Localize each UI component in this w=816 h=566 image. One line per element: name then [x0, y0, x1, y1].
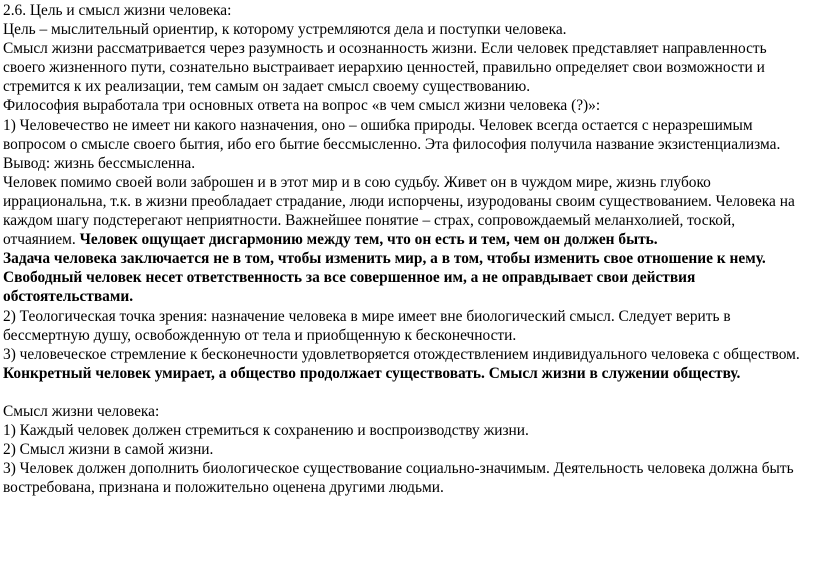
- summary-item-2: 2) Смысл жизни в самой жизни.: [3, 441, 214, 459]
- blank-line: [3, 383, 810, 402]
- existential-bold-text: Человек ощущает дисгармонию между тем, что он есть и тем, чем он должен быть.: [79, 231, 658, 249]
- goal-definition: Цель – мыслительный ориентир, к которому устремляются дела и поступки человека.: [3, 21, 567, 39]
- conclusion-line: Вывод: жизнь бессмысленна.: [3, 154, 196, 172]
- section-heading: 2.6. Цель и смысл жизни человека:: [3, 2, 232, 19]
- meaning-paragraph: Смысл жизни рассматривается через разумность и осознанность жизни. Если человек представляет направленность своего жизненного пути, сознательно выстраивает иерархию ценностей, правильно определяет свои возможности и стремится к их реализации, тем самым он задает смысл своему существованию.: [3, 40, 767, 96]
- summary-item-3: 3) Человек должен дополнить биологическое существование социально-значимым. Деятельность человека должна быть востребована, признана и положительно оценена другими людьми.: [3, 460, 794, 497]
- existential-paragraph: [3, 173, 810, 249]
- summary-item-1: 1) Каждый человек должен стремиться к сохранению и воспроизводству жизни.: [3, 422, 529, 440]
- task-paragraph: Задача человека заключается не в том, чтобы изменить мир, а в том, чтобы изменить свое отношение к нему. Свободный человек несет ответственность за все совершенное им, а не оправдывает свои действия обстоятельствами.: [3, 250, 766, 306]
- answer-3-bold-text: Конкретный человек умирает, а общество продолжает существовать. Смысл жизни в служении обществу.: [3, 364, 741, 382]
- existential-text: Человек помимо своей воли заброшен и в этот мир и в сою судьбу. Живет он в чуждом мире, жизнь глубоко иррациональна, т.к. в жизни преобладает страдание, люди испорчены, изуродованы своим существованием. Человека на каждом шагу подстерегают неприятности. Важнейшее понятие – страх, сопровождаемый меланхолией, тоской, отчаянием.: [3, 173, 795, 249]
- answer-2-theological: 2) Теологическая точка зрения: назначение человека в мире имеет вне биологический смысл. Следует верить в бессмертную душу, освобожденную от тела и приобщенную к бесконечности.: [3, 307, 731, 344]
- philosophy-intro: Философия выработала три основных ответа на вопрос «в чем смысл жизни человека (?)»:: [3, 97, 601, 115]
- answer-3-social: [3, 345, 810, 383]
- answer-1-existentialism: 1) Человечество не имеет ни какого назначения, оно – ошибка природы. Человек всегда остается с неразрешимым вопросом о смысле своего бытия, ибо его бытие бессмысленно. Эта философия получила название экзистенциализма.: [3, 116, 781, 153]
- summary-heading: Смысл жизни человека:: [3, 402, 160, 420]
- answer-3-text: 3) человеческое стремление к бесконечности удовлетворяется отождествлением индивидуального человека с обществом.: [3, 345, 800, 363]
